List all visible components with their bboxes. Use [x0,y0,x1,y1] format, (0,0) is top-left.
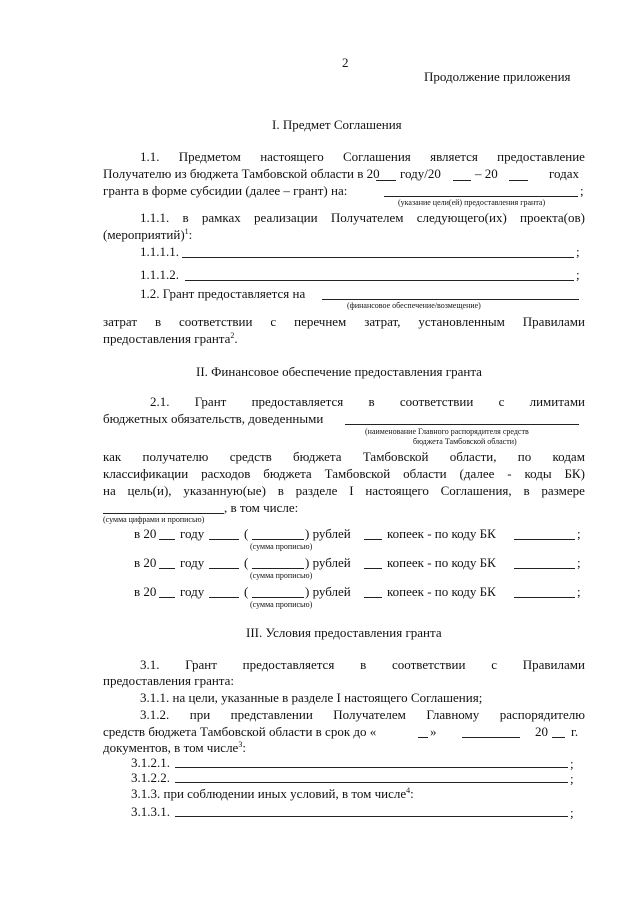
word: в [368,394,375,409]
blank-code [514,597,575,598]
word: является [430,149,478,164]
word: (далее [459,466,495,481]
year-row-caption: (сумма прописью) [250,600,313,609]
word: перечнем [294,314,347,329]
word: области [403,466,447,481]
word: цель(и), [127,483,172,498]
blank-distributor [345,424,579,425]
word: Тамбовской [362,449,429,464]
blank-year [159,597,175,598]
blank-year [159,539,175,540]
p11-caption: (указание цели(ей) предоставления гранта) [398,198,546,207]
p31-line1 [140,658,585,671]
word: указанную(ые) [183,483,266,498]
word: как [103,449,122,464]
p31-line2: предоставления гранта: [103,673,235,688]
word: установленным [418,314,505,329]
p111-line2: (мероприятий)$^1$: [103,227,193,242]
word: Правилами [522,314,585,329]
word: следующего(их) [416,210,507,225]
word: 1.1.1. [140,210,170,225]
blank-year-1 [376,180,396,181]
year-row-open: ( [244,526,249,541]
word: затрат [103,314,138,329]
word: в [154,314,162,329]
year-row-end: ; [577,526,581,541]
word: 3.1.2. [140,707,170,722]
year-row-end: ; [577,584,581,599]
item-3131-label: 3.1.3.1. [131,804,170,819]
word: размере [541,483,585,498]
word: распорядителю [499,707,585,722]
item-1111-end: ; [576,244,580,259]
p11-line3: гранта в форме субсидии (далее – грант) на: [103,183,348,198]
blank-code [514,539,575,540]
blank-sum [209,597,239,598]
section-2-heading: II. Финансовое обеспечение предоставления гранта [196,364,482,379]
blank-item-1111 [182,257,574,258]
word: Соглашения [343,149,411,164]
word: Правилами [522,657,585,672]
blank-doc-year [552,737,565,738]
word: с [491,657,497,672]
year-row-prefix: в 20 [134,526,157,541]
blank-sum [209,568,239,569]
word: по [517,449,532,464]
word: соответствии [399,394,474,409]
p21-line4 [103,467,585,480]
blank-month [462,737,520,738]
item-3122-label: 3.1.2.2. [131,770,170,785]
item-3121-label: 3.1.2.1. [131,755,170,770]
word: представлении [230,707,313,722]
word: реализации [254,210,318,225]
p12-caption: (финансовое обеспечение/возмещение) [347,301,481,310]
p312-line2d: г. [571,724,579,739]
item-3131-end: ; [570,805,574,820]
p21-line6: , в том числе: [224,500,299,515]
year-row-close: ) рублей [305,584,351,599]
year-row-mid: году [180,584,205,599]
word: в [523,483,530,498]
word: коды [524,466,552,481]
item-1112-end: ; [576,267,580,282]
word: Получателем [333,707,406,722]
p21-line5 [103,484,585,497]
p311: 3.1.1. на цели, указанные в разделе I настоящего Соглашения; [140,690,483,705]
word: предоставляется [242,657,335,672]
year-row-mid: году [180,526,205,541]
p21-line2: бюджетных обязательств, доведенными [103,411,324,426]
blank-sum-words [252,597,304,598]
year-row-caption: (сумма прописью) [250,571,313,580]
item-1111-label: 1.1.1.1. [140,244,179,259]
page-number: 2 [342,55,349,70]
continuation-note: Продолжение приложения [424,69,571,84]
p11-semicolon: ; [580,183,584,198]
word: классификации [103,466,189,481]
year-row-close: ) рублей [305,526,351,541]
word: бюджета [293,449,342,464]
blank-year [159,568,175,569]
blank-kop [364,597,382,598]
blank-day [418,737,428,738]
year-row-close: ) рублей [305,555,351,570]
year-row-end: ; [577,555,581,570]
blank-item-3122 [175,782,568,783]
p313: 3.1.3. при соблюдении иных условий, в том числе$^4$: [131,786,414,801]
word: получателю [142,449,209,464]
p21-caption2: бюджета Тамбовской области) [413,437,517,446]
item-3122-end: ; [570,771,574,786]
word: Главному [426,707,480,722]
blank-year-3 [509,180,528,181]
word: лимитами [529,394,585,409]
year-row-open: ( [244,555,249,570]
word: БК) [564,466,585,481]
word: кодам [552,449,585,464]
p12-line1: 1.2. Грант предоставляется на [140,286,306,301]
word: с [270,314,277,329]
blank-amount [103,513,224,514]
p312-line2a: средств бюджета Тамбовской области в срок до « [103,724,377,739]
p11-line2a: Получателю из бюджета Тамбовской области в 20 [103,166,380,181]
word: Грант [185,657,217,672]
p12-line3: предоставления гранта$^2$. [103,331,238,346]
word: Предметом [178,149,241,164]
year-row-kop: копеек - по коду БК [387,555,496,570]
word: области, [449,449,497,464]
blank-p12 [322,299,579,300]
year-row-mid: году [180,555,205,570]
word: соответствии [391,657,466,672]
word: Грант [194,394,227,409]
word: 2.1. [150,394,170,409]
word: разделе [295,483,338,498]
word: в [360,657,367,672]
word: проекта(ов) [520,210,585,225]
blank-sum-words [252,568,304,569]
word: I [349,483,354,498]
word: при [189,707,211,722]
blank-sum [209,539,239,540]
blank-kop [364,568,382,569]
item-1112-label: 1.1.1.2. [140,267,179,282]
blank-year-2 [453,180,471,181]
item-3121-end: ; [570,756,574,771]
word: средств [229,449,272,464]
year-row-prefix: в 20 [134,584,157,599]
word: предоставление [497,149,585,164]
word: в [277,483,284,498]
word: затрат, [364,314,401,329]
p111-line1 [140,211,585,224]
year-row-kop: копеек - по коду БК [387,526,496,541]
word: Получателем [330,210,404,225]
word: в [182,210,189,225]
blank-grant-purpose [384,196,578,197]
p11-line2c: – 20 [475,166,498,181]
p312-line2b: » [430,724,437,739]
word: расходов [201,466,251,481]
section-1-heading: I. Предмет Соглашения [272,117,402,132]
blank-item-1112 [185,280,574,281]
blank-kop [364,539,382,540]
section-3-heading: III. Условия предоставления гранта [246,625,442,640]
blank-sum-words [252,539,304,540]
word: настоящего [365,483,429,498]
word: Соглашения, [440,483,512,498]
p11-line1 [140,150,585,163]
word: соответствии [179,314,253,329]
p12-line2 [103,315,585,328]
word: на [103,483,116,498]
year-row-caption: (сумма прописью) [250,542,313,551]
word: рамках [201,210,241,225]
blank-item-3131 [175,816,568,817]
p11-line2b: году/20 [400,166,441,181]
year-row-open: ( [244,584,249,599]
year-row-prefix: в 20 [134,555,157,570]
p312-line2c: 20 [535,724,548,739]
p21-line1 [150,395,585,408]
word: 1.1. [140,149,160,164]
word: - [507,466,512,481]
word: Тамбовской [324,466,391,481]
blank-code [514,568,575,569]
p21-line3 [103,450,585,463]
p312-line1 [140,708,585,721]
year-row-kop: копеек - по коду БК [387,584,496,599]
p11-line2d: годах [549,166,580,181]
p21-caption3: (сумма цифрами и прописью) [103,515,205,524]
word: с [498,394,505,409]
p312-line3: документов, в том числе$^3$: [103,740,246,755]
word: 3.1. [140,657,160,672]
word: настоящего [260,149,324,164]
p21-caption1: (наименование Главного распорядителя средств [365,427,529,436]
blank-item-3121 [175,767,568,768]
word: предоставляется [251,394,344,409]
word: бюджета [263,466,312,481]
